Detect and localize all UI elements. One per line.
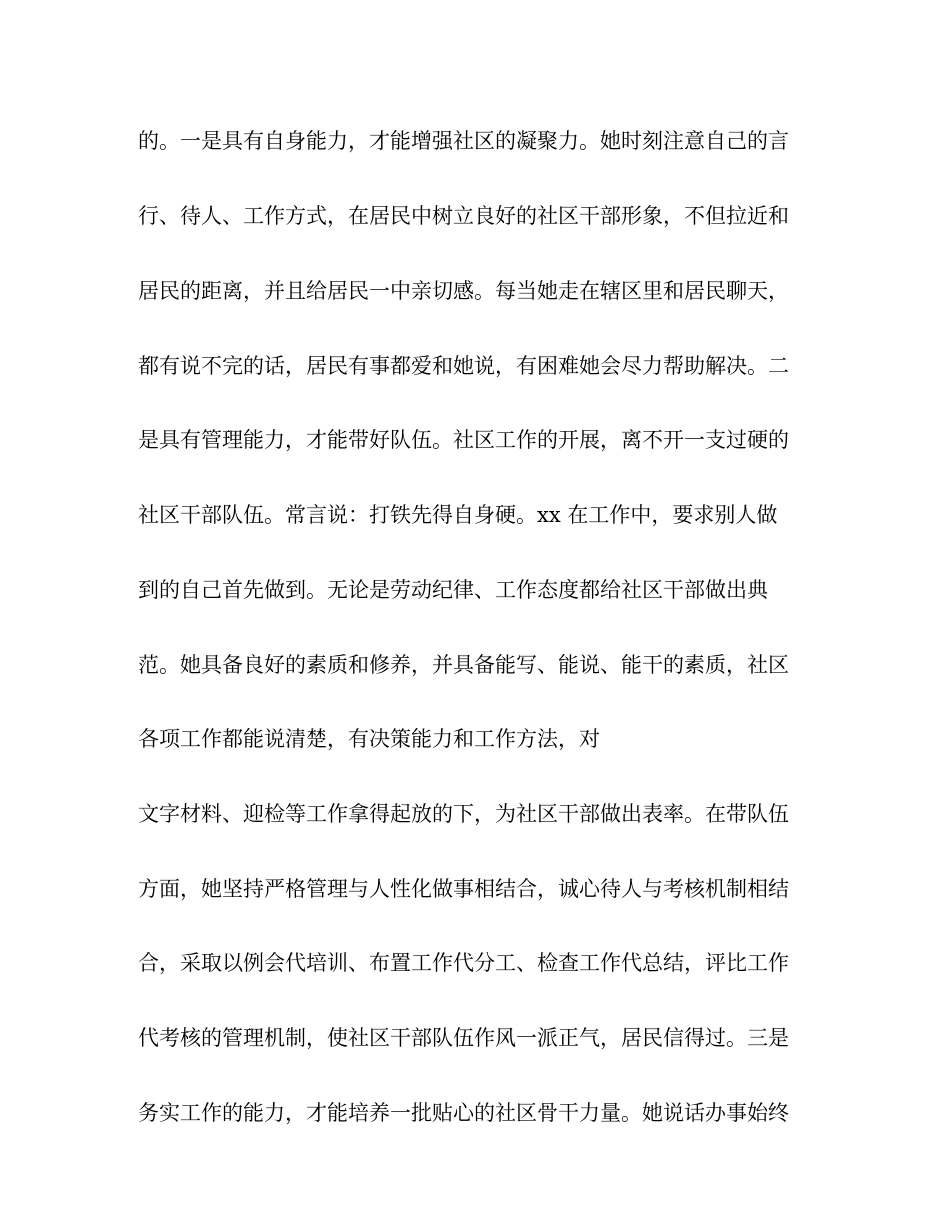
text-line: 合，采取以例会代培训、布置工作代分工、检查工作代总结，评比工作 — [138, 951, 789, 975]
text-line: 居民的距离，并且给居民一中亲切感。每当她走在辖区里和居民聊天， — [138, 279, 789, 303]
text-line: 行、待人、工作方式，在居民中树立良好的社区干部形象，不但拉近和 — [138, 204, 789, 228]
text-line: 是具有管理能力，才能带好队伍。社区工作的开展，离不开一支过硬的 — [138, 428, 789, 452]
text-line: 范。她具备良好的素质和修养，并具备能写、能说、能干的素质，社区 — [138, 653, 789, 677]
text-line: 务实工作的能力，才能培养一批贴心的社区骨干力量。她说话办事始终 — [138, 1101, 789, 1125]
text-line: 都有说不完的话，居民有事都爱和她说，有困难她会尽力帮助解决。二 — [138, 354, 789, 378]
text-line: 的。一是具有自身能力，才能增强社区的凝聚力。她时刻注意自己的言 — [138, 129, 789, 153]
text-line: 到的自己首先做到。无论是劳动纪律、工作态度都给社区干部做出典 — [138, 578, 768, 602]
text-line: 方面，她坚持严格管理与人性化做事相结合，诚心待人与考核机制相结 — [138, 877, 789, 901]
text-line: 代考核的管理机制，使社区干部队伍作风一派正气，居民信得过。三是 — [138, 1026, 789, 1050]
text-line: 文字材料、迎检等工作拿得起放的下，为社区干部做出表率。在带队伍 — [138, 802, 789, 826]
text-line: 各项工作都能说清楚，有决策能力和工作方法，对 — [138, 727, 600, 751]
text-line: 社区干部队伍。常言说：打铁先得自身硬。xx 在工作中，要求别人做 — [138, 503, 778, 527]
